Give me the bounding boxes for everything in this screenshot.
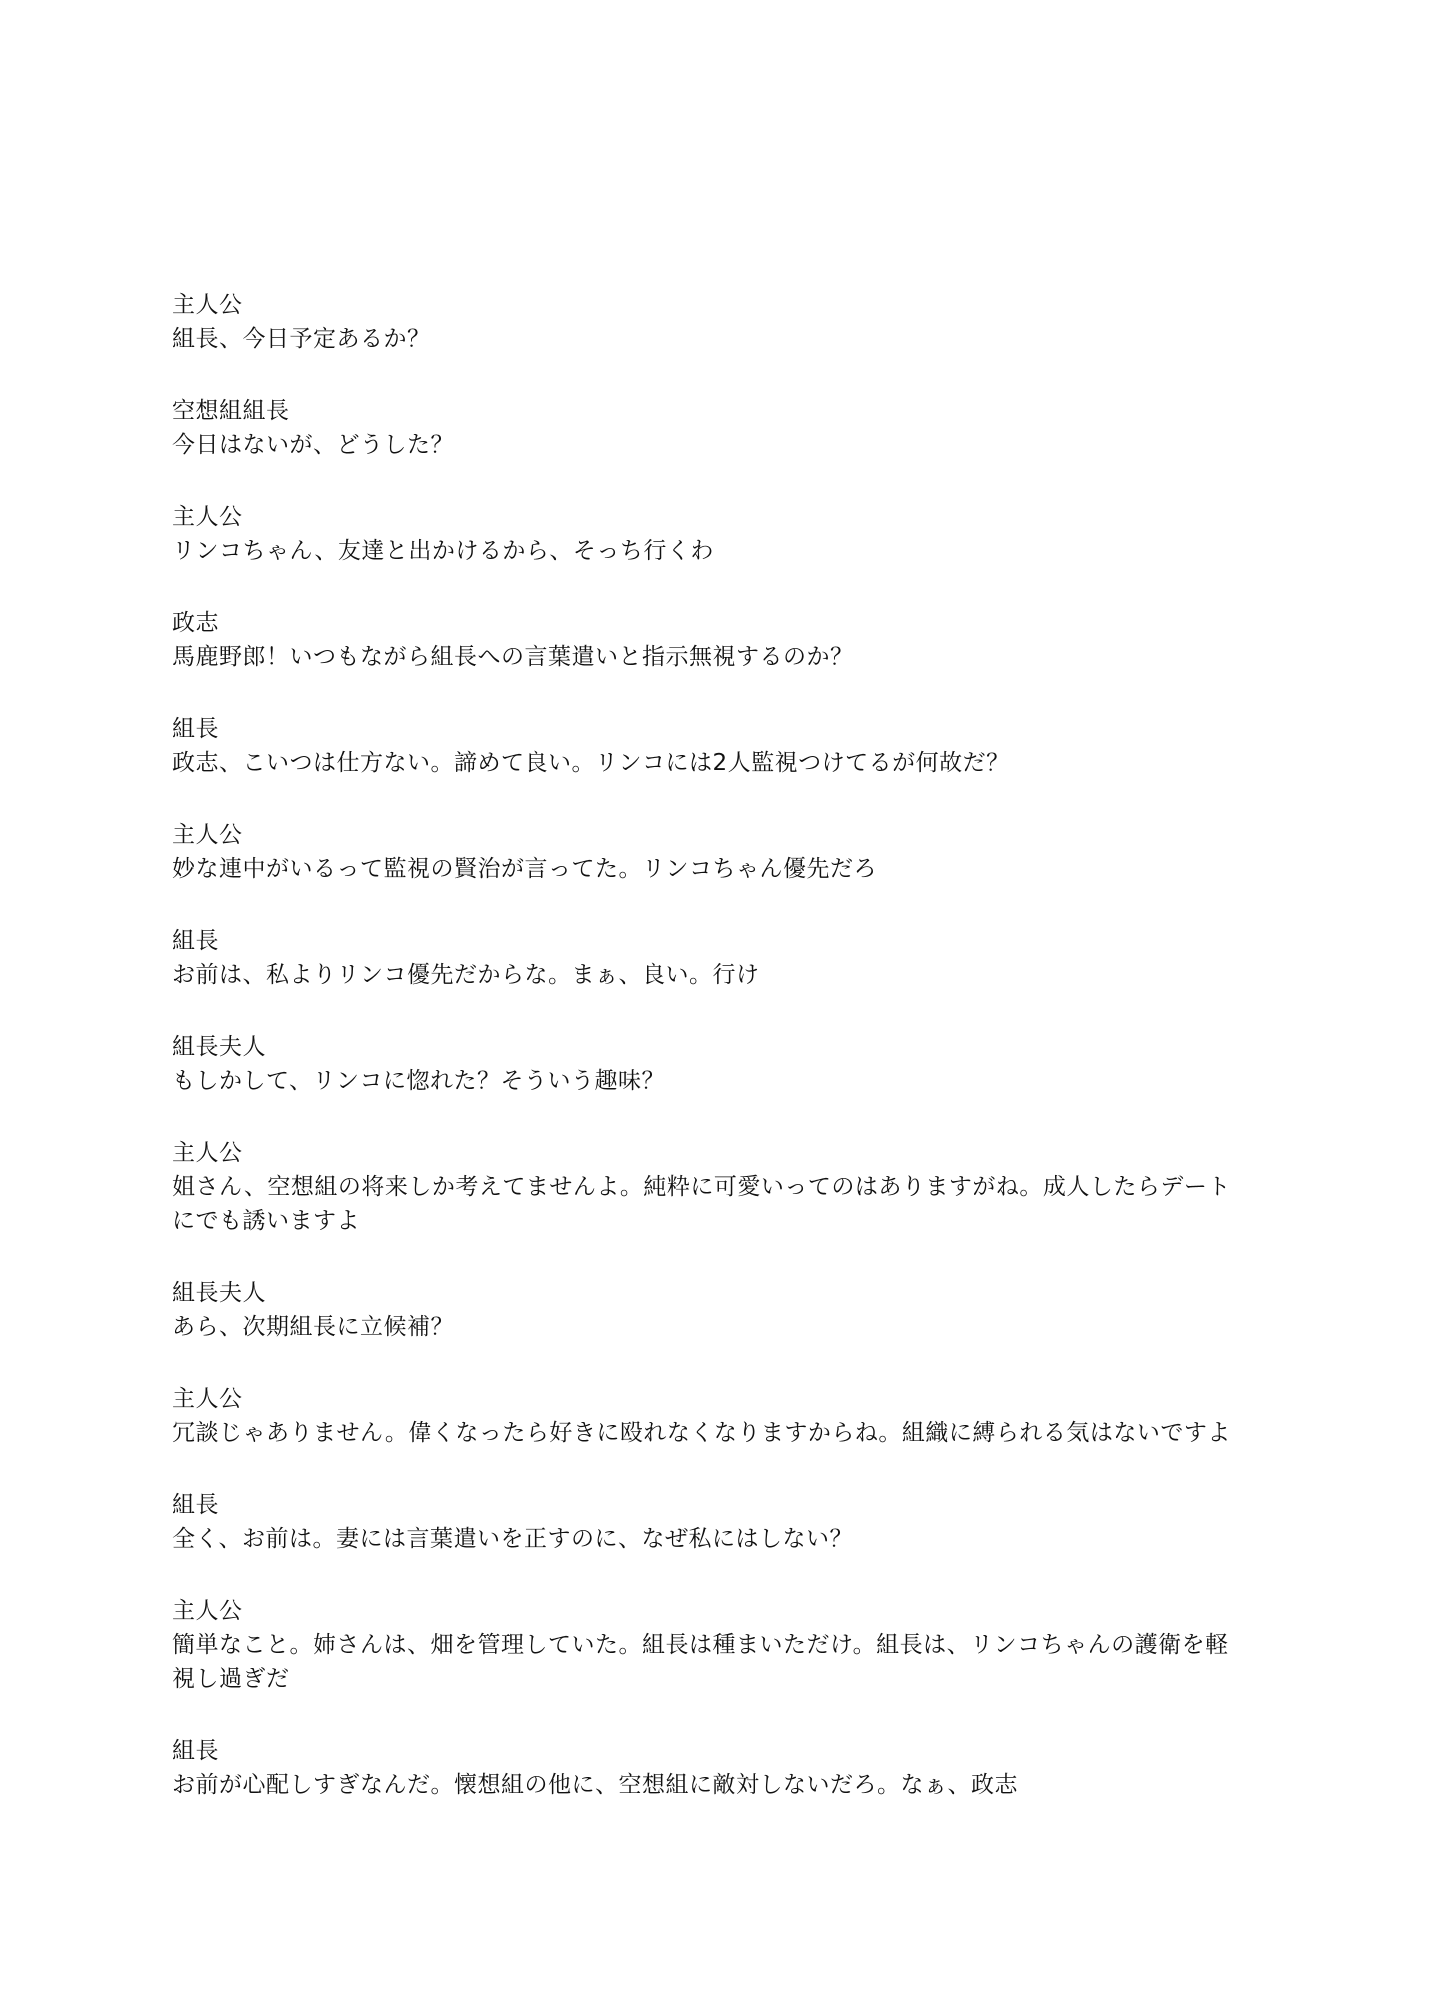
dialogue-block [172,1030,1252,1098]
dialogue-line: リンコちゃん、友達と出かけるから、そっち行くわ [172,538,714,564]
speaker-name: 主人公 [172,1598,243,1624]
dialogue-block [172,394,1252,462]
dialogue-block [172,1488,1252,1556]
dialogue-line: 冗談じゃありません。偉くなったら好きに殴れなくなりますからね。組織に縛られる気はないですよ [172,1420,1231,1446]
speaker-name: 組長 [172,716,219,742]
dialogue-line: お前は、私よりリンコ優先だからな。まぁ、良い。行け [172,962,760,988]
dialogue-block [172,818,1252,886]
dialogue-block [172,606,1252,674]
dialogue-line: 妙な連中がいるって監視の賢治が言ってた。リンコちゃん優先だろ [172,856,877,882]
dialogue-line: 政志、こいつは仕方ない。諦めて良い。リンコには2人監視つけてるが何故だ？ [172,750,1010,776]
speaker-name: 組長 [172,1492,219,1518]
dialogue-line: 全く、お前は。妻には言葉遣いを正すのに、なぜ私にはしない？ [172,1526,854,1552]
script-page [172,288,1252,1840]
dialogue-block [172,1734,1252,1802]
dialogue-line: 今日はないが、どうした？ [172,432,454,458]
speaker-name: 主人公 [172,504,243,530]
dialogue-line: 組長、今日予定あるか？ [172,326,431,352]
dialogue-block [172,712,1252,780]
speaker-name: 主人公 [172,822,243,848]
dialogue-block [172,1382,1252,1450]
speaker-name: 主人公 [172,292,243,318]
dialogue-line: もしかして、リンコに惚れた？そういう趣味？ [172,1068,666,1094]
dialogue-block [172,1136,1252,1238]
speaker-name: 組長夫人 [172,1034,266,1060]
dialogue-line: あら、次期組長に立候補？ [172,1314,454,1340]
speaker-name: 主人公 [172,1386,243,1412]
dialogue-block [172,1276,1252,1344]
speaker-name: 組長夫人 [172,1280,266,1306]
speaker-name: 組長 [172,1738,219,1764]
speaker-name: 政志 [172,610,219,636]
dialogue-block [172,288,1252,356]
dialogue-line: 馬鹿野郎！いつもながら組長への言葉遣いと指示無視するのか？ [172,644,854,670]
dialogue-block [172,500,1252,568]
dialogue-block [172,924,1252,992]
speaker-name: 組長 [172,928,219,954]
dialogue-line: 簡単なこと。姉さんは、畑を管理していた。組長は種まいただけ。組長は、リンコちゃんの護衛を軽視し過ぎだ [172,1632,1229,1692]
speaker-name: 主人公 [172,1140,243,1166]
dialogue-line: 姐さん、空想組の将来しか考えてませんよ。純粋に可愛いってのはありますがね。成人したらデートにでも誘いますよ [172,1174,1231,1234]
dialogue-line: お前が心配しすぎなんだ。懐想組の他に、空想組に敵対しないだろ。なぁ、政志 [172,1772,1018,1798]
speaker-name: 空想組組長 [172,398,290,424]
dialogue-block [172,1594,1252,1696]
